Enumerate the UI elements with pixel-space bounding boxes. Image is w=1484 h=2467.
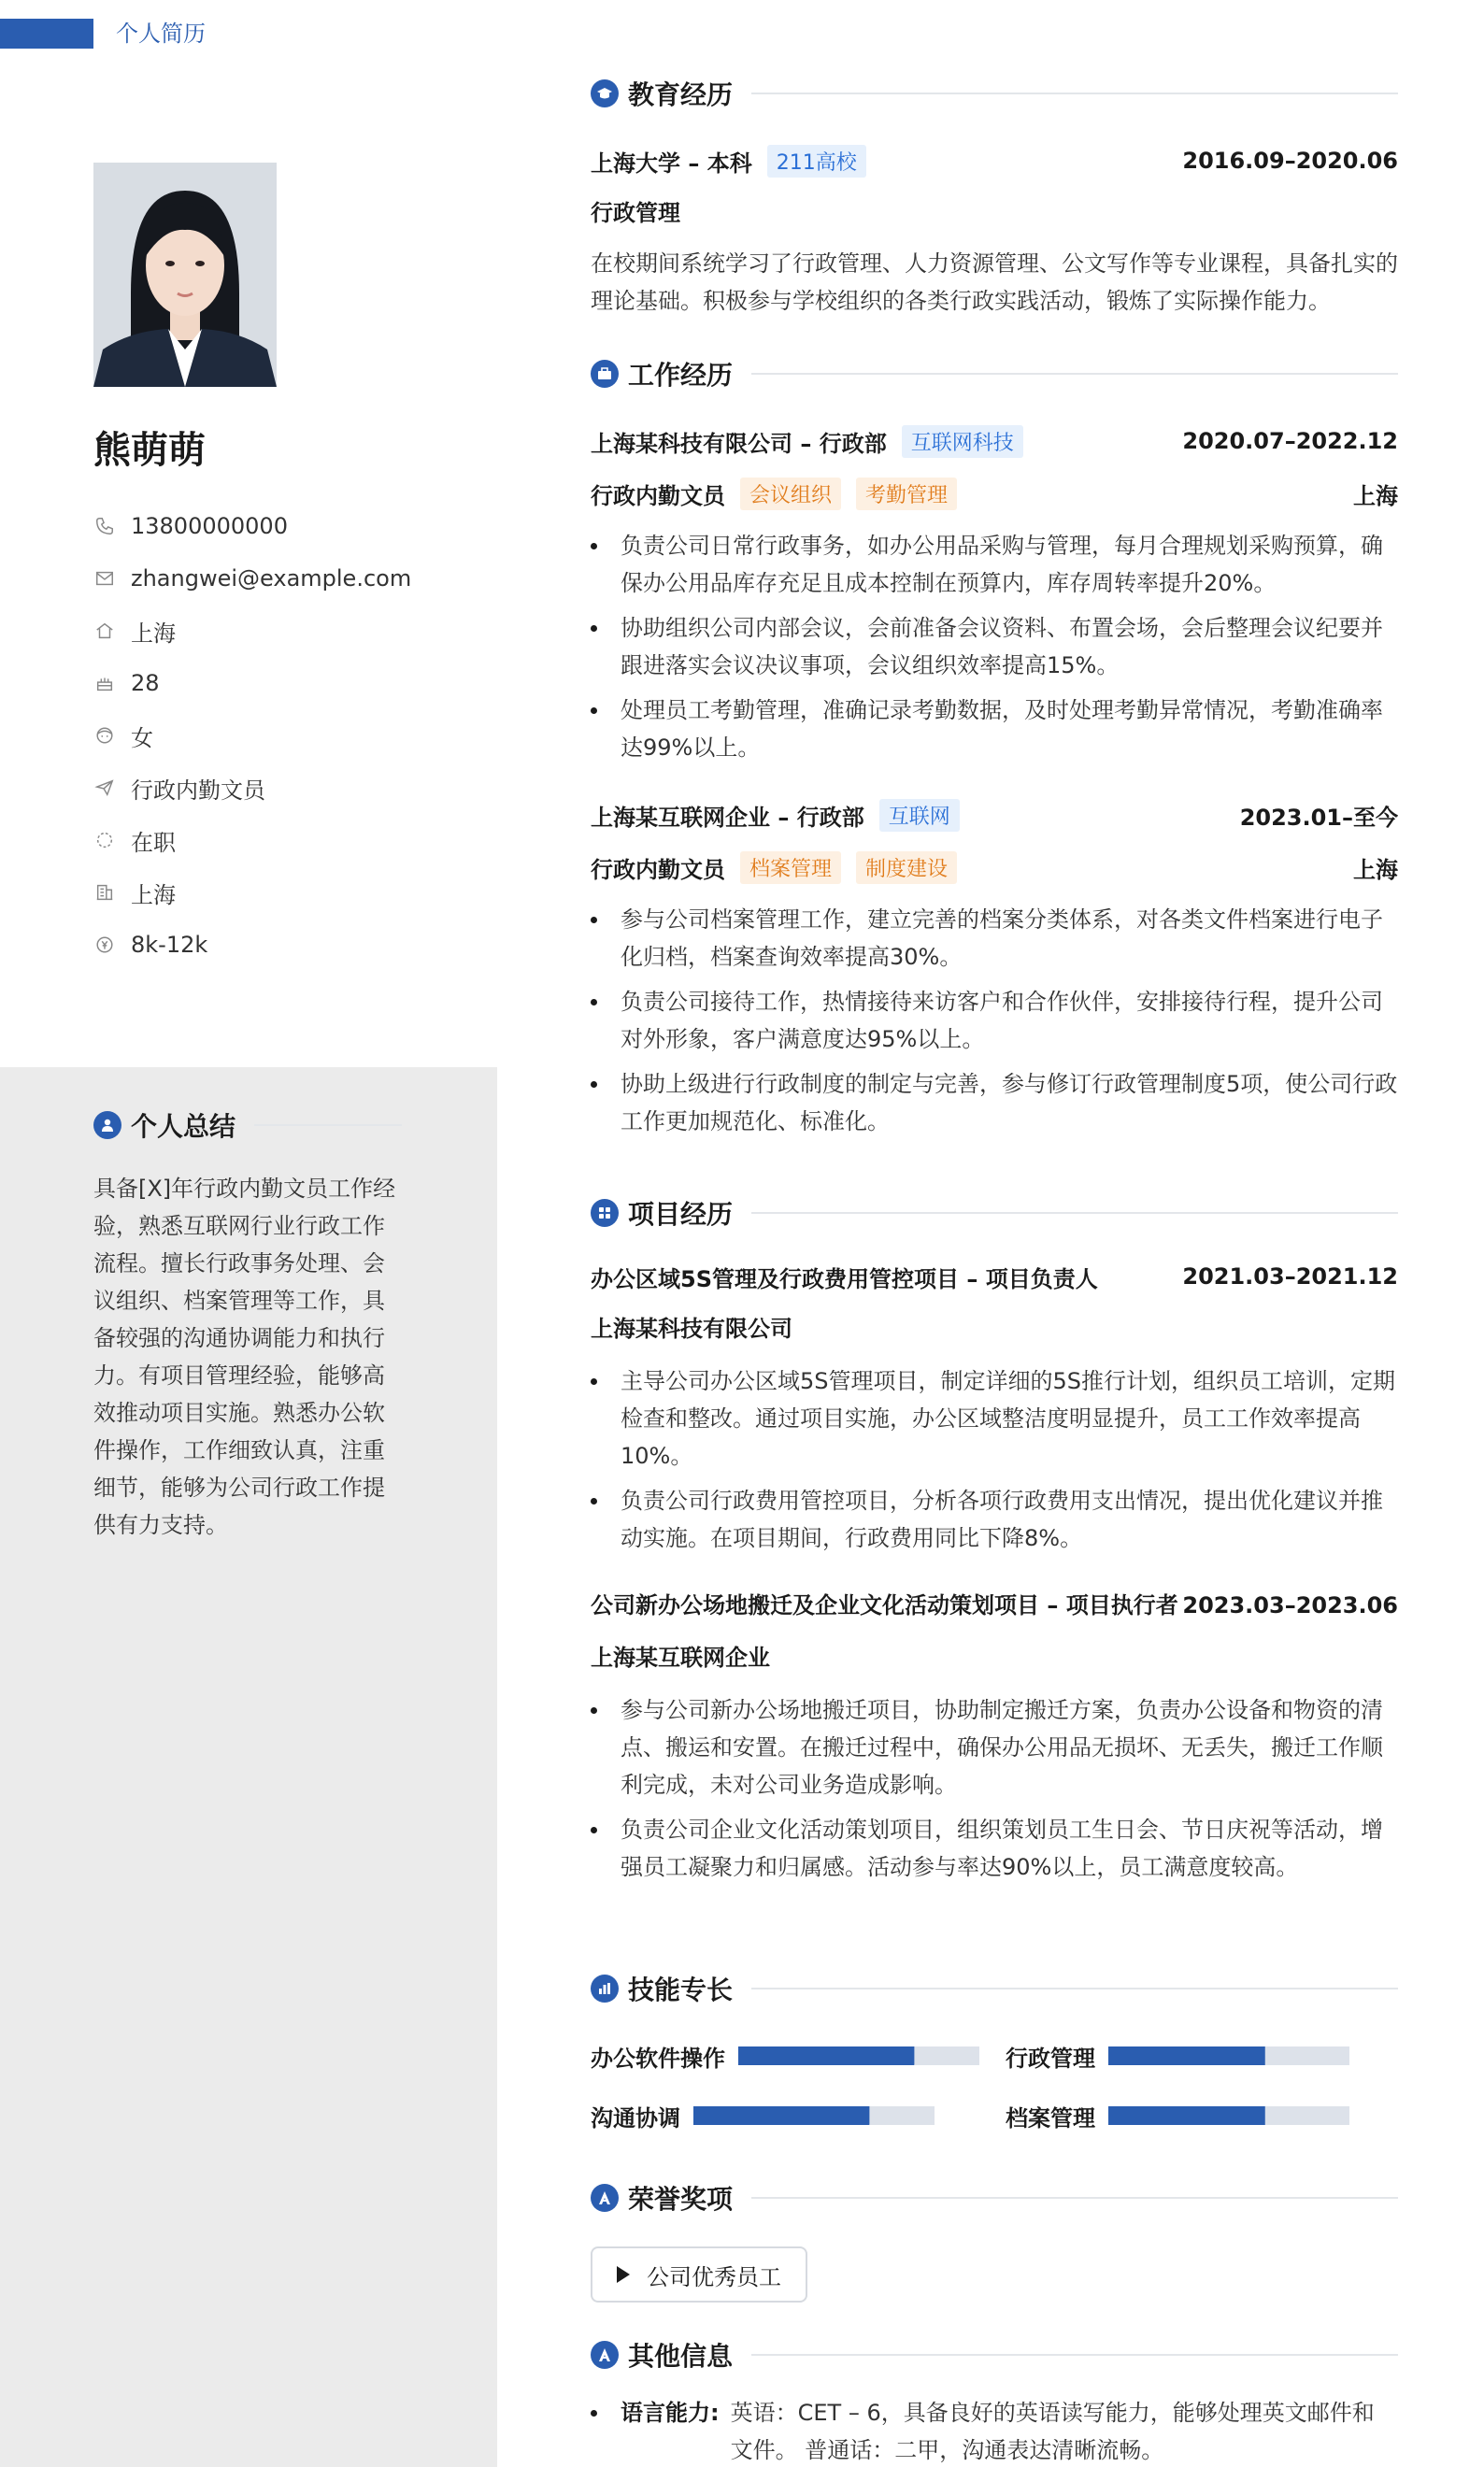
job-date: 2020.07–2022.12 <box>1182 428 1398 454</box>
phone-icon <box>93 515 116 537</box>
project-date: 2021.03–2021.12 <box>1182 1263 1398 1290</box>
honors-section-header <box>591 2179 1398 2217</box>
divider <box>751 1212 1398 1214</box>
info-position <box>93 762 411 814</box>
other-info <box>591 2394 1398 2467</box>
info-icon <box>591 2341 619 2369</box>
city-value: 上海 <box>131 881 176 908</box>
skill-bar <box>738 2046 979 2065</box>
list-item: 负责公司企业文化活动策划项目，组织策划员工生日会、节日庆祝等活动，增强员工凝聚力和归属感。活动参与率达90%以上，员工满意度较高。 <box>591 1811 1398 1886</box>
project-company: 上海某科技有限公司 <box>591 1316 792 1342</box>
company-name: 上海某互联网企业 – 行政部 <box>591 804 864 831</box>
list-item: 负责公司行政费用管控项目，分析各项行政费用支出情况，提出优化建议并推动实施。在项目期间，行政费用同比下降8%。 <box>591 1482 1398 1557</box>
bullet-dot <box>591 2394 621 2467</box>
page-title: 个人简历 <box>116 21 206 47</box>
honors-title: 荣誉奖项 <box>628 2184 734 2215</box>
info-phone <box>93 500 411 552</box>
user-icon <box>93 1111 121 1139</box>
portrait-image <box>93 163 277 387</box>
industry-tag: 互联网 <box>879 799 960 832</box>
skills-title: 技能专长 <box>628 1975 734 2005</box>
job-date: 2023.01–至今 <box>1239 804 1398 831</box>
skill-bar <box>1108 2106 1349 2125</box>
summary-text: 具备[X]年行政内勤文员工作经验，熟悉互联网行业行政工作流程。擅长行政事务处理、会议组织、档案管理等工作，具备较强的沟通协调能力和执行力。有项目管理经验，能够高效推动项目实施。熟悉办公软件操作，工作细致认真，注重细节，能够为公司行政工作提供有力支持。 <box>93 1176 396 1538</box>
award-icon <box>591 2184 619 2212</box>
list-item: 协助组织公司内部会议，会前准备会议资料、布置会场，会后整理会议纪要并跟进落实会议决议事项，会议组织效率提高15%。 <box>591 609 1398 684</box>
education-title: 教育经历 <box>628 79 734 110</box>
send-icon <box>93 777 116 799</box>
language-line-2: 文件。 普通话：二甲，沟通表达清晰流畅。 <box>730 2437 1164 2463</box>
info-location <box>93 605 411 657</box>
project-bullets <box>591 1691 1398 1886</box>
info-age <box>93 657 411 709</box>
position-value: 行政内勤文员 <box>131 777 265 804</box>
work-section-header <box>591 355 1398 392</box>
projects-title: 项目经历 <box>628 1199 734 1230</box>
education-major: 行政管理 <box>591 200 680 226</box>
divider <box>751 373 1398 375</box>
gender-value: 女 <box>131 724 153 751</box>
project-name: 公司新办公场地搬迁及企业文化活动策划项目 – 项目执行者 <box>591 1592 1178 1619</box>
skill-item <box>591 2097 935 2134</box>
cake-icon <box>93 672 116 694</box>
industry-tag: 互联网科技 <box>902 425 1023 458</box>
skill-tag: 制度建设 <box>856 851 957 884</box>
list-item: 协助上级进行行政制度的制定与完善，参与修订行政管理制度5项，使公司行政工作更加规范化、标准化。 <box>591 1065 1398 1140</box>
briefcase-icon <box>591 360 619 388</box>
face-icon <box>93 724 116 747</box>
skill-fill <box>1108 2046 1265 2065</box>
project-bullets <box>591 1362 1398 1557</box>
other-section-header <box>591 2336 1398 2374</box>
status-value: 在职 <box>131 829 176 856</box>
skill-item <box>591 2037 979 2075</box>
candidate-name: 熊萌萌 <box>93 429 206 472</box>
other-title: 其他信息 <box>628 2341 734 2372</box>
skill-name: 档案管理 <box>1006 2104 1095 2132</box>
location-value: 上海 <box>131 620 176 647</box>
salary-value: 8k-12k <box>131 932 208 958</box>
skill-tag: 会议组织 <box>740 478 841 510</box>
skill-item <box>1006 2097 1349 2134</box>
email-value: zhangwei@example.com <box>131 565 412 592</box>
contact-info-list <box>93 500 411 971</box>
education-date: 2016.09–2020.06 <box>1182 148 1398 174</box>
list-item: 处理员工考勤管理，准确记录考勤数据，及时处理考勤异常情况，考勤准确率达99%以上。 <box>591 692 1398 766</box>
language-label: 语言能力: <box>621 2400 720 2426</box>
skill-name: 沟通协调 <box>591 2104 680 2132</box>
divider <box>751 1988 1398 1989</box>
job-role: 行政内勤文员 <box>591 856 725 883</box>
info-gender <box>93 709 411 762</box>
skill-fill <box>1108 2106 1265 2125</box>
project-entry <box>591 1587 1398 1893</box>
loading-icon <box>93 829 116 851</box>
skill-fill <box>738 2046 914 2065</box>
company-name: 上海某科技有限公司 – 行政部 <box>591 430 887 457</box>
honor-label: 公司优秀员工 <box>647 2263 781 2290</box>
graduation-cap-icon <box>591 79 619 107</box>
info-salary <box>93 919 411 971</box>
projects-section-header <box>591 1194 1398 1232</box>
skill-bar <box>693 2106 935 2125</box>
list-item: 参与公司档案管理工作，建立完善的档案分类体系，对各类文件档案进行电子化归档，档案查询效率提高30%。 <box>591 901 1398 976</box>
job-bullets <box>591 527 1398 766</box>
phone-value: 13800000000 <box>131 513 288 539</box>
job-city: 上海 <box>1353 856 1398 883</box>
project-company: 上海某互联网企业 <box>591 1645 770 1671</box>
project-name: 办公区域5S管理及行政费用管控项目 – 项目负责人 <box>591 1265 1098 1292</box>
school-tag: 211高校 <box>767 145 866 178</box>
skill-fill <box>693 2106 869 2125</box>
summary-title: 个人总结 <box>131 1111 236 1142</box>
project-entry <box>591 1258 1398 1564</box>
honor-item[interactable] <box>591 2246 807 2303</box>
play-icon <box>617 2266 630 2283</box>
job-city: 上海 <box>1353 482 1398 509</box>
skill-tag: 档案管理 <box>740 851 841 884</box>
job-entry <box>591 422 1398 774</box>
skill-name: 办公软件操作 <box>591 2045 725 2072</box>
divider <box>751 2354 1398 2356</box>
skill-tag: 考勤管理 <box>856 478 957 510</box>
job-bullets <box>591 901 1398 1140</box>
job-entry <box>591 796 1398 1148</box>
skill-name: 行政管理 <box>1006 2045 1095 2072</box>
info-email <box>93 552 411 605</box>
job-role: 行政内勤文员 <box>591 482 725 509</box>
education-section-header <box>591 75 1398 112</box>
work-title: 工作经历 <box>628 360 734 391</box>
divider <box>254 1124 402 1126</box>
education-description: 在校期间系统学习了行政管理、人力资源管理、公文写作等专业课程，具备扎实的理论基础。积极参与学校组织的各类行政实践活动，锻炼了实际操作能力。 <box>591 250 1398 314</box>
grid-icon <box>591 1199 619 1227</box>
age-value: 28 <box>131 670 160 696</box>
list-item: 参与公司新办公场地搬迁项目，协助制定搬迁方案，负责办公设备和物资的清点、搬运和安置。在搬迁过程中，确保办公用品无损坏、无丢失，搬迁工作顺利完成，未对公司业务造成影响。 <box>591 1691 1398 1804</box>
skill-bar <box>1108 2046 1349 2065</box>
summary-section-header <box>93 1106 402 1144</box>
list-item: 主导公司办公区域5S管理项目，制定详细的5S推行计划，组织员工培训，定期检查和整改。通过项目实施，办公区域整洁度明显提升，员工工作效率提高10%。 <box>591 1362 1398 1475</box>
divider <box>751 93 1398 94</box>
header-accent-bar <box>0 19 93 49</box>
divider <box>751 2197 1398 2199</box>
list-item: 负责公司日常行政事务，如办公用品采购与管理，每月合理规划采购预算，确保办公用品库存充足且成本控制在预算内，库存周转率提升20%。 <box>591 527 1398 602</box>
education-entry <box>591 142 1398 320</box>
mail-icon <box>93 567 116 590</box>
building-icon <box>93 881 116 904</box>
skills-section-header <box>591 1970 1398 2007</box>
language-line-1: 英语：CET – 6，具备良好的英语读写能力，能够处理英文邮件和 <box>730 2400 1375 2426</box>
bar-chart-icon <box>591 1975 619 2003</box>
info-city <box>93 866 411 919</box>
yen-icon <box>93 934 116 956</box>
skill-item <box>1006 2037 1349 2075</box>
info-status <box>93 814 411 866</box>
project-date: 2023.03–2023.06 <box>1182 1592 1398 1619</box>
home-icon <box>93 620 116 642</box>
avatar <box>93 163 277 387</box>
school-name: 上海大学 – 本科 <box>591 150 752 177</box>
list-item: 负责公司接待工作，热情接待来访客户和合作伙伴，安排接待行程，提升公司对外形象，客户满意度达95%以上。 <box>591 983 1398 1058</box>
